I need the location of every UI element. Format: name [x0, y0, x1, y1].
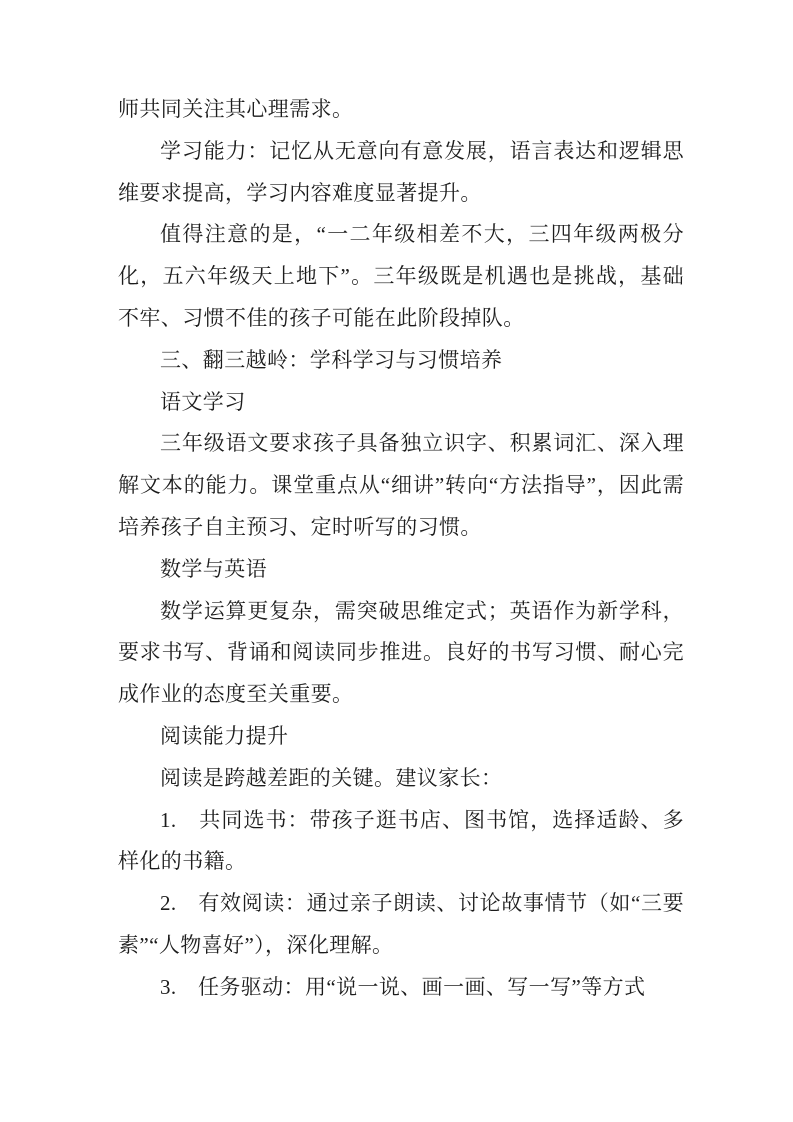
subsection-heading-reading: 阅读能力提升	[160, 723, 289, 748]
paragraph-continuation: 师共同关注其心理需求。	[118, 97, 354, 121]
page-content	[118, 89, 684, 1009]
paragraph-learning-ability: 学习能力：记忆从无意向有意发展，语言表达和逻辑思维要求提高，学习内容难度显著提升。	[118, 138, 684, 205]
subsection-heading-chinese: 语文学习	[160, 389, 246, 414]
paragraph-math-english: 数学运算更复杂，需突破思维定式；英语作为新学科，要求书写、背诵和阅读同步推进。良好的书写习惯、耐心完成作业的态度至关重要。	[118, 598, 684, 707]
list-item-2: 2. 有效阅读：通过亲子朗读、讨论故事情节（如“三要素”“人物喜好”），深化理解。	[118, 891, 684, 957]
list-item-1: 1. 共同选书：带孩子逛书店、图书馆，选择适龄、多样化的书籍。	[118, 807, 684, 874]
section-heading: 三、翻三越岭：学科学习与习惯培养	[160, 347, 503, 372]
list-item-3: 3. 任务驱动：用“说一说、画一画、写一写”等方式	[160, 974, 646, 999]
paragraph-chinese-learning: 三年级语文要求孩子具备独立识字、积累词汇、深入理解文本的能力。课堂重点从“细讲”转向“方法指导”，因此需培养孩子自主预习、定时听写的习惯。	[118, 431, 684, 539]
paragraph-grade-gap-note: 值得注意的是，“一二年级相差不大，三四年级两极分化，五六年级天上地下”。三年级既是机遇也是挑战，基础不牢、习惯不佳的孩子可能在此阶段掉队。	[118, 222, 684, 330]
paragraph-reading-intro: 阅读是跨越差距的关键。建议家长：	[160, 765, 503, 790]
subsection-heading-math-english: 数学与英语	[160, 556, 267, 581]
